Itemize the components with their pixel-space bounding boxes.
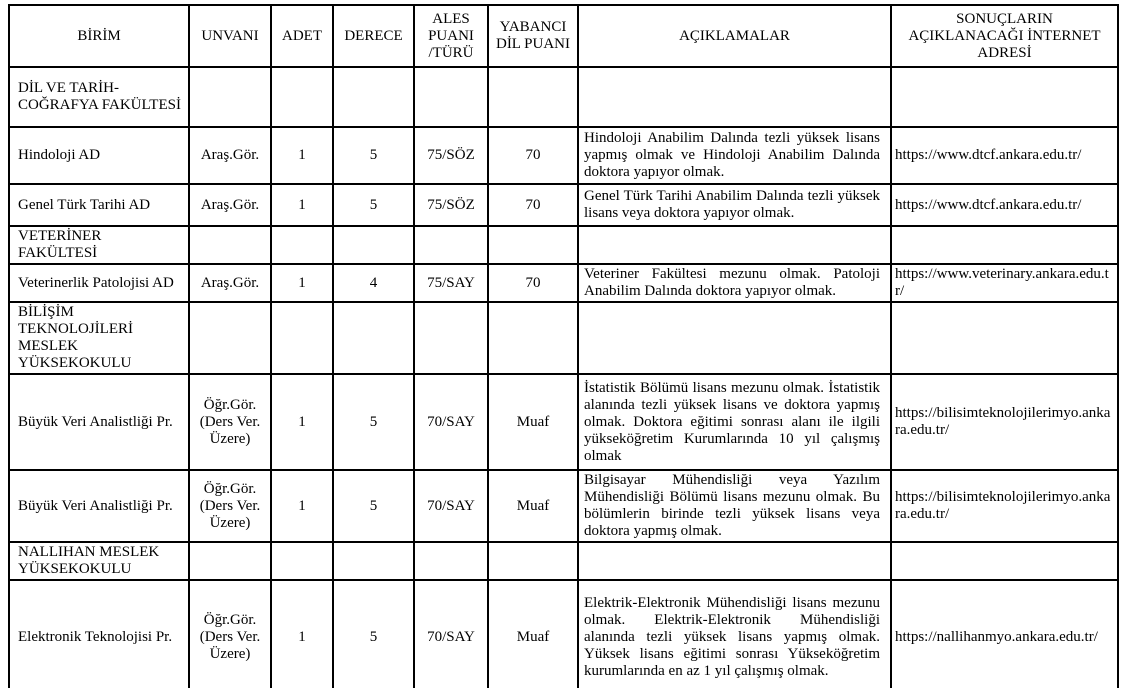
- section-row-veteriner: [9, 226, 1118, 264]
- url-cell: https://bilisimteknolojilerimyo.ankara.edu.tr/: [891, 374, 1118, 470]
- empty-cell: [891, 226, 1118, 264]
- ales-cell: 70/SAY: [414, 374, 488, 470]
- url-cell: https://www.dtcf.ankara.edu.tr/: [891, 127, 1118, 184]
- url-cell: https://www.veterinary.ankara.edu.tr/: [891, 264, 1118, 302]
- adet-cell: 1: [271, 580, 333, 688]
- header-row: [9, 5, 1118, 67]
- col-header-yabanci-dil-puani: YABANCI DİL PUANI: [488, 5, 578, 67]
- col-header-ales-puani-turu: ALES PUANI /TÜRÜ: [414, 5, 488, 67]
- col-header-birim: BİRİM: [9, 5, 189, 67]
- section-row-nallihan: [9, 542, 1118, 580]
- dil-cell: 70: [488, 184, 578, 226]
- col-header-aciklamalar: AÇIKLAMALAR: [578, 5, 891, 67]
- adet-cell: 1: [271, 264, 333, 302]
- dil-cell: 70: [488, 264, 578, 302]
- empty-cell: [333, 302, 414, 374]
- empty-cell: [189, 226, 271, 264]
- dil-cell: Muaf: [488, 374, 578, 470]
- section-title: NALLIHAN MESLEK YÜKSEKOKULU: [9, 542, 189, 580]
- birim-cell: Büyük Veri Analistliği Pr.: [9, 374, 189, 470]
- empty-cell: [488, 302, 578, 374]
- aciklama-cell: İstatistik Bölümü lisans mezunu olmak. İstatistik alanında tezli yüksek lisans ve doktora yapmış olmak. Doktora eğitimi sonrası alanı ile ilgili yükseköğretim Kurumlarında 10 yıl çalışmış olmak: [578, 374, 891, 470]
- empty-cell: [271, 302, 333, 374]
- empty-cell: [271, 542, 333, 580]
- empty-cell: [189, 302, 271, 374]
- birim-cell: Büyük Veri Analistliği Pr.: [9, 470, 189, 542]
- adet-cell: 1: [271, 184, 333, 226]
- ales-cell: 75/SÖZ: [414, 184, 488, 226]
- unvan-cell: Öğr.Gör. (Ders Ver. Üzere): [189, 580, 271, 688]
- table-row-veterinerlik-patolojisi: [9, 264, 1118, 302]
- col-header-adet: ADET: [271, 5, 333, 67]
- section-title: DİL VE TARİH-COĞRAFYA FAKÜLTESİ: [9, 67, 189, 127]
- empty-cell: [488, 226, 578, 264]
- empty-cell: [488, 542, 578, 580]
- empty-cell: [414, 67, 488, 127]
- ales-cell: 75/SÖZ: [414, 127, 488, 184]
- unvan-cell: Araş.Gör.: [189, 184, 271, 226]
- empty-cell: [891, 302, 1118, 374]
- dil-cell: Muaf: [488, 470, 578, 542]
- empty-cell: [333, 226, 414, 264]
- aciklama-cell: Elektrik-Elektronik Mühendisliği lisans mezunu olmak. Elektrik-Elektronik Mühendisliği alanında tezli yüksek lisans yapmış olmak. Yüksek lisans eğitimi sonrası Yükseköğretim kurumlarında en az 1 yıl çalışmış olmak.: [578, 580, 891, 688]
- table-row-hindoloji: [9, 127, 1118, 184]
- empty-cell: [414, 302, 488, 374]
- derece-cell: 5: [333, 374, 414, 470]
- birim-cell: Veterinerlik Patolojisi AD: [9, 264, 189, 302]
- empty-cell: [891, 542, 1118, 580]
- birim-cell: Genel Türk Tarihi AD: [9, 184, 189, 226]
- derece-cell: 5: [333, 127, 414, 184]
- empty-cell: [578, 302, 891, 374]
- unvan-cell: Öğr.Gör. (Ders Ver. Üzere): [189, 470, 271, 542]
- empty-cell: [333, 542, 414, 580]
- adet-cell: 1: [271, 374, 333, 470]
- ales-cell: 75/SAY: [414, 264, 488, 302]
- empty-cell: [578, 226, 891, 264]
- url-cell: https://nallihanmyo.ankara.edu.tr/: [891, 580, 1118, 688]
- empty-cell: [488, 67, 578, 127]
- table-row-elektronik-teknolojisi: [9, 580, 1118, 688]
- empty-cell: [578, 542, 891, 580]
- ales-cell: 70/SAY: [414, 470, 488, 542]
- col-header-internet-adresi: SONUÇLARIN AÇIKLANACAĞI İNTERNET ADRESİ: [891, 5, 1118, 67]
- empty-cell: [414, 226, 488, 264]
- empty-cell: [189, 542, 271, 580]
- birim-cell: Hindoloji AD: [9, 127, 189, 184]
- aciklama-cell: Genel Türk Tarihi Anabilim Dalında tezli yüksek lisans veya doktora yapıyor olmak.: [578, 184, 891, 226]
- section-row-dil-tarih-cografya: [9, 67, 1118, 127]
- section-row-bilisim-teknolojileri: [9, 302, 1118, 374]
- empty-cell: [271, 67, 333, 127]
- empty-cell: [189, 67, 271, 127]
- section-title: VETERİNER FAKÜLTESİ: [9, 226, 189, 264]
- birim-cell: Elektronik Teknolojisi Pr.: [9, 580, 189, 688]
- table-row-buyuk-veri-1: [9, 374, 1118, 470]
- adet-cell: 1: [271, 470, 333, 542]
- empty-cell: [271, 226, 333, 264]
- empty-cell: [333, 67, 414, 127]
- empty-cell: [891, 67, 1118, 127]
- table-row-buyuk-veri-2: [9, 470, 1118, 542]
- url-cell: https://www.dtcf.ankara.edu.tr/: [891, 184, 1118, 226]
- ales-cell: 70/SAY: [414, 580, 488, 688]
- derece-cell: 5: [333, 580, 414, 688]
- col-header-unvani: UNVANI: [189, 5, 271, 67]
- dil-cell: 70: [488, 127, 578, 184]
- unvan-cell: Öğr.Gör. (Ders Ver. Üzere): [189, 374, 271, 470]
- adet-cell: 1: [271, 127, 333, 184]
- unvan-cell: Araş.Gör.: [189, 127, 271, 184]
- aciklama-cell: Veteriner Fakültesi mezunu olmak. Patoloji Anabilim Dalında doktora yapıyor olmak.: [578, 264, 891, 302]
- derece-cell: 5: [333, 184, 414, 226]
- aciklama-cell: Hindoloji Anabilim Dalında tezli yüksek lisans yapmış olmak ve Hindoloji Anabilim Dalında doktora yapıyor olmak.: [578, 127, 891, 184]
- aciklama-cell: Bilgisayar Mühendisliği veya Yazılım Mühendisliği Bölümü lisans mezunu olmak. Bu bölümlerin birinde tezli yüksek lisans veya doktora yapmış olmak.: [578, 470, 891, 542]
- derece-cell: 5: [333, 470, 414, 542]
- derece-cell: 4: [333, 264, 414, 302]
- dil-cell: Muaf: [488, 580, 578, 688]
- empty-cell: [578, 67, 891, 127]
- unvan-cell: Araş.Gör.: [189, 264, 271, 302]
- job-postings-table: [8, 4, 1119, 688]
- section-title: BİLİŞİM TEKNOLOJİLERİ MESLEK YÜKSEKOKULU: [9, 302, 189, 374]
- col-header-derece: DERECE: [333, 5, 414, 67]
- url-cell: https://bilisimteknolojilerimyo.ankara.edu.tr/: [891, 470, 1118, 542]
- empty-cell: [414, 542, 488, 580]
- table-row-genel-turk-tarihi: [9, 184, 1118, 226]
